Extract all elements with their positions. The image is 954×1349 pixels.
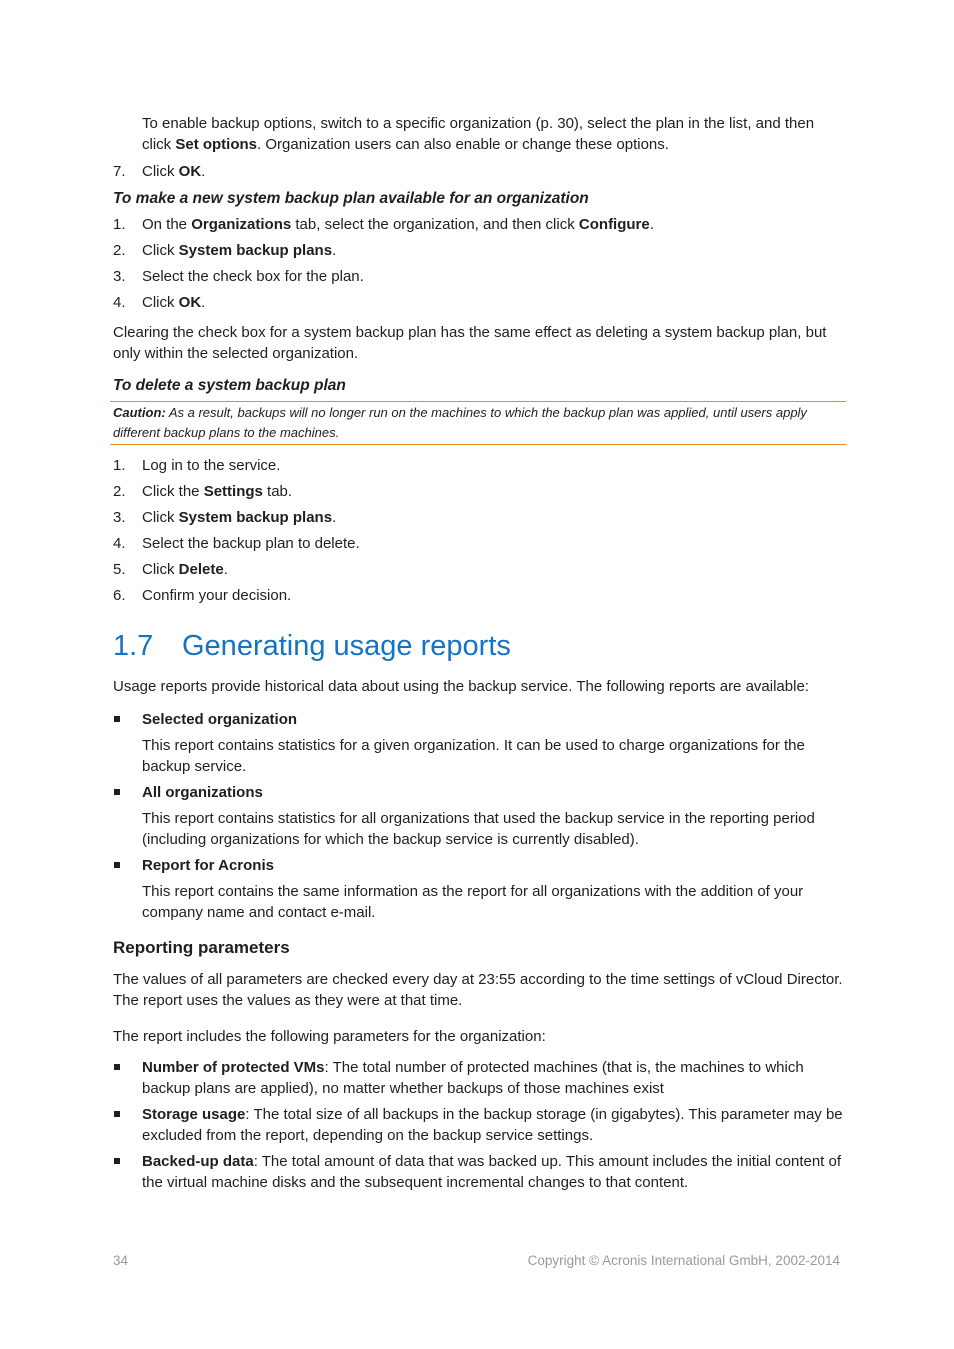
caution-box: Caution: As a result, backups will no longer run on the machines to which the backup plan was applied, until users apply different backup plans to the machines. [110,401,846,445]
make-available-steps [113,214,843,313]
list-item: Selected organization This report contains statistics for a given organization. It can be used to charge organizations for the backup service. [113,709,843,777]
list-item: Backed-up data: The total amount of data that was backed up. This amount includes the initial content of the virtual machine disks and the subsequent incremental changes to that content. [113,1151,843,1193]
list-item: Number of protected VMs: The total number of protected machines (that is, the machines to which backup plans are applied), no matter whether backups of those machines exist [113,1057,843,1099]
list-item: 1. Log in to the service. [113,457,281,474]
bullet-icon [114,1158,120,1164]
caution-label: Caution: [113,405,166,420]
list-item: 1. On the Organizations tab, select the organization, and then click Configure. [113,216,654,233]
procedure-heading-make-available: To make a new system backup plan available for an organization [113,190,589,207]
section-intro: Usage reports provide historical data about using the backup service. The following reports are available: [113,678,809,695]
subsection-heading: Reporting parameters [113,938,290,957]
copyright-text: Copyright © Acronis International GmbH, 2002-2014 [527,1253,840,1268]
list-item: 2. Click System backup plans. [113,242,337,259]
procedure-heading-delete: To delete a system backup plan [113,377,346,394]
bullet-icon [114,862,120,868]
list-item: 6. Confirm your decision. [113,587,292,604]
section-number: 1.7 [113,630,154,662]
section-heading [113,628,843,664]
bullet-icon [114,1064,120,1070]
params-paragraph-2: The report includes the following parameters for the organization: [113,1028,546,1045]
params-paragraph-1: The values of all parameters are checked every day at 23:55 according to the time settings of vCloud Director. The report uses the values as they were at that time. [113,971,843,1009]
list-item: 2. Click the Settings tab. [113,483,293,500]
list-item: 7. Click OK. [113,163,206,180]
clearing-note: Clearing the check box for a system backup plan has the same effect as deleting a system backup plan, but only within the selected organization. [113,324,827,362]
list-item: 4. Select the backup plan to delete. [113,535,360,552]
page-number: 34 [113,1253,129,1268]
step-list-continued [113,161,843,182]
params-list [113,1057,843,1193]
list-item: Storage usage: The total size of all backups in the backup storage (in gigabytes). This parameter may be excluded from the report, depending on the backup service settings. [113,1104,843,1146]
bullet-icon [114,789,120,795]
document-page [113,113,843,1198]
list-item: 5. Click Delete. [113,561,228,578]
list-item: 4. Click OK. [113,294,206,311]
bullet-icon [114,1111,120,1117]
backup-options-note: To enable backup options, switch to a specific organization (p. 30), select the plan in the list, and then click Set options. Organization users can also enable or change these options. [142,115,815,153]
list-item: 3. Click System backup plans. [113,509,337,526]
list-item: 3. Select the check box for the plan. [113,268,364,285]
list-item: Report for Acronis This report contains the same information as the report for all organizations with the addition of your company name and contact e-mail. [113,855,843,923]
page-footer [113,1250,840,1271]
report-type-list [113,709,843,923]
list-item: All organizations This report contains statistics for all organizations that used the backup service in the reporting period (including organizations for which the backup service is currently disabled). [113,782,843,850]
section-title: Generating usage reports [182,630,511,662]
delete-steps [113,455,843,606]
bullet-icon [114,716,120,722]
